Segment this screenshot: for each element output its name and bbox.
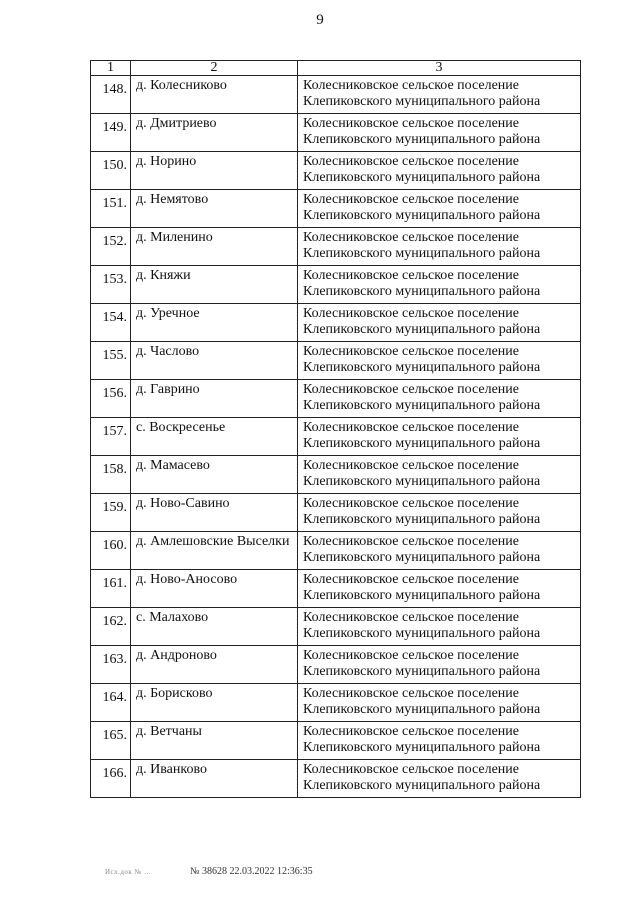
- row-number: 156.: [91, 380, 131, 418]
- settlement-description: [298, 114, 581, 152]
- settlement-line-2: Клепиковского муниципального района: [303, 170, 541, 185]
- settlement-line-1: Колесниковское сельское поселение: [303, 78, 520, 93]
- settlement-description: [298, 646, 581, 684]
- localities-table: [90, 60, 581, 798]
- table-body: [91, 76, 581, 798]
- locality-name: д. Ветчаны: [131, 722, 298, 760]
- settlement-description: [298, 760, 581, 798]
- settlement-line-2: Клепиковского муниципального района: [303, 778, 541, 793]
- row-number: 161.: [91, 570, 131, 608]
- settlement-description: [298, 608, 581, 646]
- settlement-line-1: Колесниковское сельское поселение: [303, 116, 520, 131]
- locality-name: д. Княжи: [131, 266, 298, 304]
- locality-name: д. Гаврино: [131, 380, 298, 418]
- locality-name: д. Андроново: [131, 646, 298, 684]
- settlement-line-2: Клепиковского муниципального района: [303, 398, 541, 413]
- settlement-line-2: Клепиковского муниципального района: [303, 94, 541, 109]
- settlement-description: [298, 342, 581, 380]
- locality-name: д. Дмитриево: [131, 114, 298, 152]
- locality-name: д. Амлешовские Выселки: [131, 532, 298, 570]
- settlement-line-2: Клепиковского муниципального района: [303, 322, 541, 337]
- settlement-line-1: Колесниковское сельское поселение: [303, 230, 520, 245]
- locality-name: с. Воскресенье: [131, 418, 298, 456]
- locality-name: д. Часлово: [131, 342, 298, 380]
- settlement-line-1: Колесниковское сельское поселение: [303, 762, 520, 777]
- settlement-line-2: Клепиковского муниципального района: [303, 512, 541, 527]
- table-row: [91, 684, 581, 722]
- settlement-description: [298, 494, 581, 532]
- table-row: [91, 380, 581, 418]
- locality-name: с. Малахово: [131, 608, 298, 646]
- settlement-line-2: Клепиковского муниципального района: [303, 626, 541, 641]
- table-row: [91, 76, 581, 114]
- locality-name: д. Ново-Савино: [131, 494, 298, 532]
- header-row: [91, 61, 581, 76]
- locality-name: д. Уречное: [131, 304, 298, 342]
- settlement-description: [298, 76, 581, 114]
- settlement-line-1: Колесниковское сельское поселение: [303, 610, 520, 625]
- row-number: 154.: [91, 304, 131, 342]
- settlement-description: [298, 304, 581, 342]
- settlement-line-2: Клепиковского муниципального района: [303, 664, 541, 679]
- table-row: [91, 646, 581, 684]
- settlement-line-1: Колесниковское сельское поселение: [303, 572, 520, 587]
- settlement-line-1: Колесниковское сельское поселение: [303, 534, 520, 549]
- settlement-line-1: Колесниковское сельское поселение: [303, 192, 520, 207]
- row-number: 163.: [91, 646, 131, 684]
- settlement-line-1: Колесниковское сельское поселение: [303, 496, 520, 511]
- table-row: [91, 722, 581, 760]
- table-row: [91, 304, 581, 342]
- row-number: 155.: [91, 342, 131, 380]
- row-number: 151.: [91, 190, 131, 228]
- settlement-line-2: Клепиковского муниципального района: [303, 702, 541, 717]
- row-number: 162.: [91, 608, 131, 646]
- settlement-description: [298, 152, 581, 190]
- table-row: [91, 760, 581, 798]
- settlement-description: [298, 532, 581, 570]
- settlement-line-1: Колесниковское сельское поселение: [303, 154, 520, 169]
- locality-name: д. Ново-Аносово: [131, 570, 298, 608]
- row-number: 164.: [91, 684, 131, 722]
- settlement-description: [298, 570, 581, 608]
- row-number: 152.: [91, 228, 131, 266]
- locality-name: д. Миленино: [131, 228, 298, 266]
- row-number: 165.: [91, 722, 131, 760]
- table-row: [91, 266, 581, 304]
- table-row: [91, 418, 581, 456]
- settlement-line-2: Клепиковского муниципального района: [303, 360, 541, 375]
- settlement-description: [298, 380, 581, 418]
- row-number: 148.: [91, 76, 131, 114]
- table-row: [91, 114, 581, 152]
- table-row: [91, 570, 581, 608]
- settlement-description: [298, 418, 581, 456]
- header-col-1: 1: [91, 61, 131, 76]
- header-col-2: 2: [131, 61, 298, 76]
- settlement-description: [298, 456, 581, 494]
- locality-name: д. Норино: [131, 152, 298, 190]
- settlement-line-1: Колесниковское сельское поселение: [303, 344, 520, 359]
- table-row: [91, 342, 581, 380]
- table-row: [91, 494, 581, 532]
- registration-stamp: № 38628 22.03.2022 12:36:35: [189, 866, 313, 877]
- locality-name: д. Иванково: [131, 760, 298, 798]
- settlement-line-1: Колесниковское сельское поселение: [303, 306, 520, 321]
- table-row: [91, 228, 581, 266]
- settlement-description: [298, 684, 581, 722]
- table-row: [91, 456, 581, 494]
- table-row: [91, 608, 581, 646]
- settlement-line-1: Колесниковское сельское поселение: [303, 420, 520, 435]
- row-number: 150.: [91, 152, 131, 190]
- settlement-line-2: Клепиковского муниципального района: [303, 550, 541, 565]
- row-number: 166.: [91, 760, 131, 798]
- settlement-line-2: Клепиковского муниципального района: [303, 436, 541, 451]
- row-number: 160.: [91, 532, 131, 570]
- settlement-line-2: Клепиковского муниципального района: [303, 474, 541, 489]
- settlement-line-2: Клепиковского муниципального района: [303, 284, 541, 299]
- row-number: 153.: [91, 266, 131, 304]
- table-row: [91, 190, 581, 228]
- page-number: 9: [316, 12, 324, 28]
- header-col-3: 3: [298, 61, 581, 76]
- settlement-line-1: Колесниковское сельское поселение: [303, 648, 520, 663]
- settlement-line-1: Колесниковское сельское поселение: [303, 382, 520, 397]
- settlement-description: [298, 190, 581, 228]
- document-footer: [105, 866, 313, 877]
- settlement-line-1: Колесниковское сельское поселение: [303, 268, 520, 283]
- locality-name: д. Немятово: [131, 190, 298, 228]
- settlement-line-2: Клепиковского муниципального района: [303, 740, 541, 755]
- row-number: 157.: [91, 418, 131, 456]
- table-row: [91, 152, 581, 190]
- locality-name: д. Борисково: [131, 684, 298, 722]
- settlement-line-1: Колесниковское сельское поселение: [303, 724, 520, 739]
- settlement-line-1: Колесниковское сельское поселение: [303, 686, 520, 701]
- settlement-line-2: Клепиковского муниципального района: [303, 132, 541, 147]
- settlement-line-1: Колесниковское сельское поселение: [303, 458, 520, 473]
- row-number: 149.: [91, 114, 131, 152]
- settlement-description: [298, 228, 581, 266]
- footer-faint-text: Исх.док № …: [105, 868, 152, 876]
- row-number: 158.: [91, 456, 131, 494]
- settlement-description: [298, 722, 581, 760]
- table-header: [91, 61, 581, 76]
- settlement-line-2: Клепиковского муниципального района: [303, 246, 541, 261]
- settlement-description: [298, 266, 581, 304]
- locality-name: д. Колесниково: [131, 76, 298, 114]
- row-number: 159.: [91, 494, 131, 532]
- settlement-line-2: Клепиковского муниципального района: [303, 588, 541, 603]
- table-row: [91, 532, 581, 570]
- locality-name: д. Мамасево: [131, 456, 298, 494]
- settlement-line-2: Клепиковского муниципального района: [303, 208, 541, 223]
